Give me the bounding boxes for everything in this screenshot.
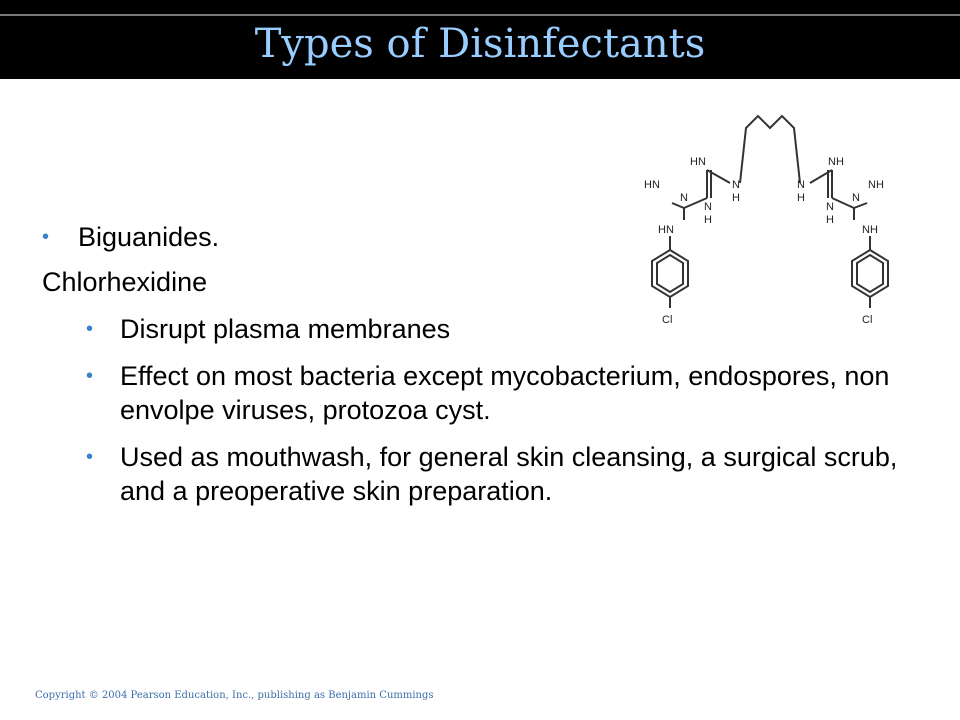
sub-bullet-text: Effect on most bacteria except mycobacterium, endospores, non envolpe viruses, protozoa cyst.: [120, 361, 890, 425]
sub-bullet-3: [42, 440, 922, 508]
label-n-mid-left: N: [704, 201, 712, 213]
bullet-dot: •: [86, 446, 94, 468]
label-n-center-left: N: [732, 179, 740, 191]
sub-bullet-text: Disrupt plasma membranes: [120, 314, 451, 344]
label-nh-right: NH: [868, 179, 884, 191]
title-bar: [0, 0, 960, 79]
label-nh-right-lower: NH: [862, 224, 878, 236]
label-hn-top: HN: [690, 156, 706, 168]
label-h-center-right: H: [797, 192, 805, 204]
label-n-right: N: [852, 192, 860, 204]
label-cl-left: Cl: [662, 314, 673, 326]
label-n-left: N: [680, 192, 688, 204]
label-cl-right: Cl: [862, 314, 873, 326]
label-nh-top-right: NH: [828, 156, 844, 168]
sub-bullet-2: [42, 359, 922, 427]
bullet-dot: •: [86, 318, 94, 340]
bullet-dot: •: [86, 365, 94, 387]
label-n-center-right: N: [797, 179, 805, 191]
sub-bullet-text: Used as mouthwash, for general skin cleansing, a surgical scrub, and a preoperative skin preparation.: [120, 442, 898, 506]
copyright-footer: Copyright © 2004 Pearson Education, Inc., publishing as Benjamin Cummings: [35, 690, 434, 701]
slide-title: Types of Disinfectants: [254, 21, 706, 67]
label-hn-left-lower: HN: [658, 224, 674, 236]
label-n-mid-right: N: [826, 201, 834, 213]
label-h-center-left: H: [732, 192, 740, 204]
title-bar-rule: [0, 14, 960, 16]
bullet-dot: •: [42, 226, 50, 248]
label-h-mid-right: H: [826, 214, 834, 226]
label-hn-left: HN: [644, 179, 660, 191]
bullet-biguanides: [42, 220, 922, 254]
bullet-text: Biguanides.: [78, 222, 220, 252]
slide-content: [42, 220, 922, 508]
subheading-chlorhexidine: Chlorhexidine: [42, 267, 208, 297]
label-h-mid-left: H: [704, 214, 712, 226]
sub-bullet-1: [42, 312, 922, 346]
